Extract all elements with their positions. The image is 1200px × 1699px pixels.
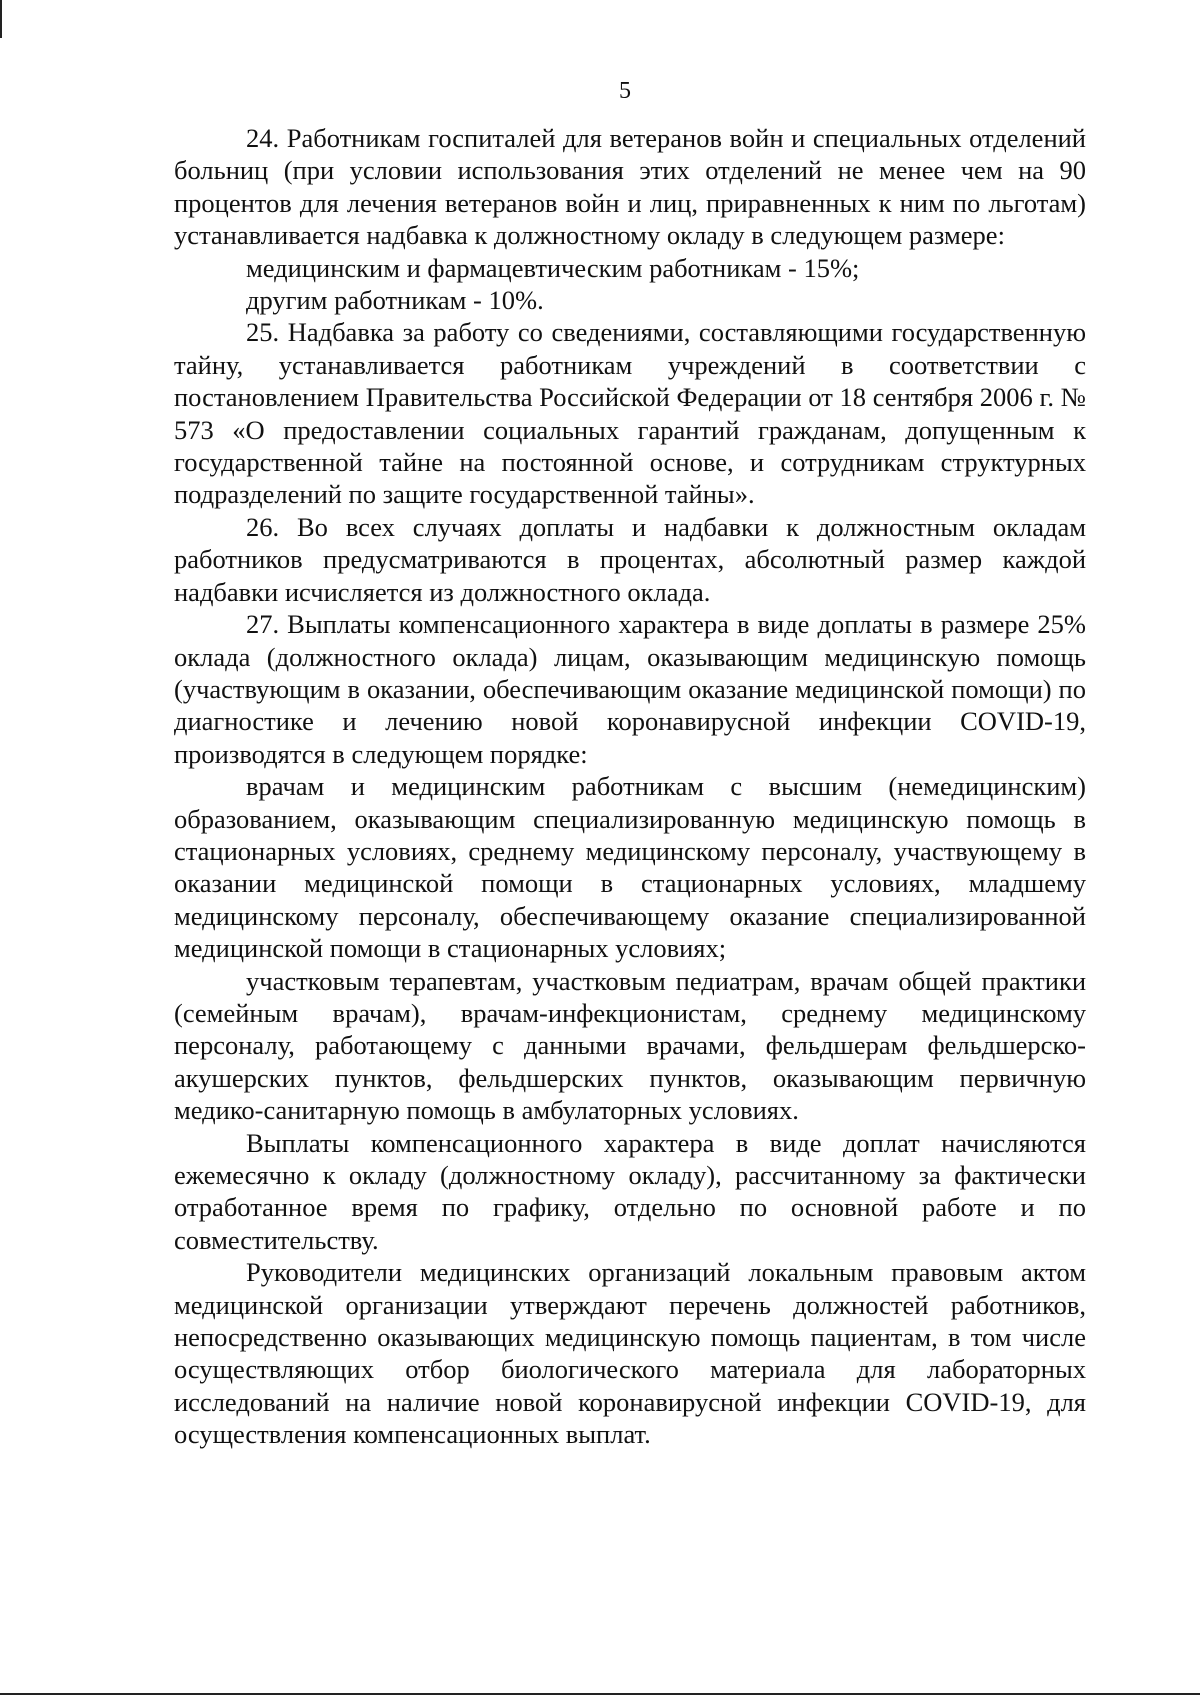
paragraph-managers: Руководители медицинских организаций локальным правовым актом медицинской организации утверждают перечень должностей работников, непосредственно оказывающих медицинскую помощь пациентам, в том числе осуществляющих отбор биологического материала для лабораторных исследований на наличие новой коронавирусной инфекции COVID-19, для осуществления компенсационных выплат. bbox=[174, 1257, 1086, 1450]
page-number: 5 bbox=[619, 78, 631, 104]
paragraph-27: 27. Выплаты компенсационного характера в виде доплаты в размере 25% оклада (должностного оклада) лицам, оказывающим медицинскую помощь (участвующим в оказании, обеспечивающим оказание медицинской помощи) по диагностике и лечению новой коронавирусной инфекции COVID-19, производятся в следующем порядке: bbox=[174, 609, 1086, 769]
paragraph-24: 24. Работникам госпиталей для ветеранов войн и специальных отделений больниц (при условии использования этих отделений не менее чем на 90 процентов для лечения ветеранов войн и лиц, приравненных к ним по льготам) устанавливается надбавка к должностному окладу в следующем размере: bbox=[174, 123, 1086, 251]
paragraph-payments: Выплаты компенсационного характера в виде доплат начисляются ежемесячно к окладу (должностному окладу), рассчитанному за фактически отработанное время по графику, отдельно по основной работе и по совместительству. bbox=[174, 1127, 1086, 1255]
paragraph-24-item-medical: медицинским и фармацевтическим работникам - 15%; bbox=[246, 252, 860, 283]
paragraph-25: 25. Надбавка за работу со сведениями, составляющими государственную тайну, устанавливается работникам учреждений в соответствии с постановлением Правительства Российской Федерации от 18 сентября 2006 г. № 573 «О предоставлении социальных гарантий гражданам, допущенным к государственной тайне на постоянной основе, и сотрудникам структурных подразделений по защите государственной тайны». bbox=[174, 317, 1086, 510]
paragraph-27-item-district: участковым терапевтам, участковым педиатрам, врачам общей практики (семейным врачам), врачам-инфекционистам, среднему медицинскому персоналу, работающему с данными врачами, фельдшерам фельдшерско-акушерских пунктов, фельдшерских пунктов, оказывающим первичную медико-санитарную помощь в амбулаторных условиях. bbox=[174, 965, 1086, 1126]
paragraph-26: 26. Во всех случаях доплаты и надбавки к должностным окладам работников предусматриваются в процентах, абсолютный размер каждой надбавки исчисляется из должностного оклада. bbox=[174, 511, 1086, 607]
document-body bbox=[174, 122, 1086, 1451]
scan-edge-bottom bbox=[0, 1693, 1200, 1695]
paragraph-24-item-other: другим работникам - 10%. bbox=[246, 285, 544, 316]
paragraph-27-item-doctors: врачам и медицинским работникам с высшим (немедицинским) образованием, оказывающим специализированную медицинскую помощь в стационарных условиях, среднему медицинскому персоналу, участвующему в оказании медицинской помощи в стационарных условиях, младшему медицинскому персоналу, обеспечивающему оказание специализированной медицинской помощи в стационарных условиях; bbox=[174, 771, 1086, 964]
scan-edge-left bbox=[0, 0, 2, 38]
